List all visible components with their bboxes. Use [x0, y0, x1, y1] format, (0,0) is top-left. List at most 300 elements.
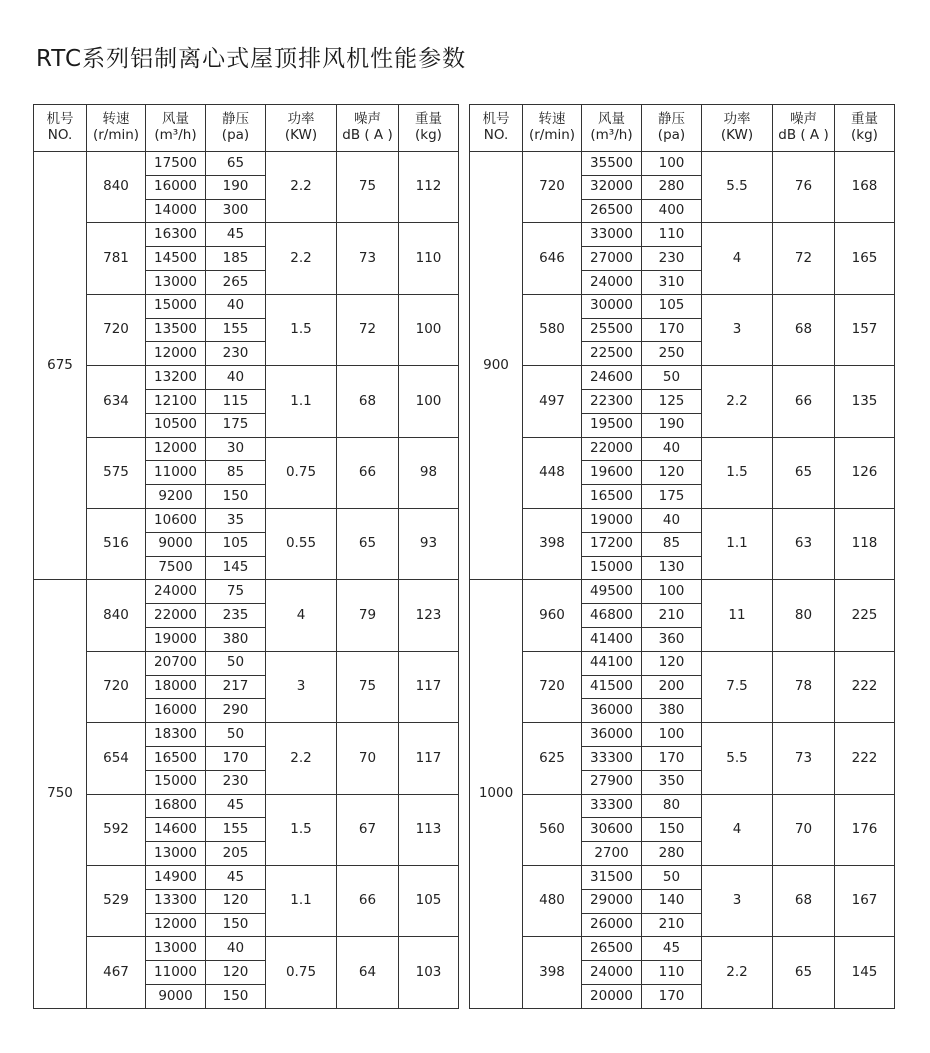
table-row: [34, 366, 459, 390]
noise-cell: 70: [773, 794, 835, 865]
static-pressure-cell: 150: [206, 913, 266, 937]
header-label: 噪声: [354, 111, 381, 128]
header-weight: [835, 105, 895, 152]
header-speed: [523, 105, 582, 152]
machine-no-cell: 1000: [470, 580, 523, 1008]
airflow-cell: 12000: [146, 437, 206, 461]
table-row: [470, 865, 895, 889]
weight-cell: 167: [835, 865, 895, 936]
static-pressure-cell: 190: [642, 413, 702, 437]
speed-cell: 575: [87, 437, 146, 508]
power-cell: 2.2: [266, 723, 337, 794]
weight-cell: 126: [835, 437, 895, 508]
static-pressure-cell: 150: [206, 984, 266, 1008]
power-cell: 1.1: [266, 366, 337, 437]
header-label: (kg): [415, 127, 442, 143]
airflow-cell: 9000: [146, 532, 206, 556]
power-cell: 5.5: [702, 723, 773, 794]
airflow-cell: 22500: [582, 342, 642, 366]
static-pressure-cell: 265: [206, 270, 266, 294]
power-cell: 3: [702, 294, 773, 365]
static-pressure-cell: 140: [642, 889, 702, 913]
noise-cell: 72: [337, 294, 399, 365]
noise-cell: 78: [773, 651, 835, 722]
static-pressure-cell: 40: [206, 366, 266, 390]
airflow-cell: 33300: [582, 746, 642, 770]
header-label: 机号: [482, 111, 510, 128]
static-pressure-cell: 130: [642, 556, 702, 580]
airflow-cell: 15000: [582, 556, 642, 580]
static-pressure-cell: 50: [206, 723, 266, 747]
noise-cell: 65: [773, 437, 835, 508]
header-label: 静压: [222, 111, 249, 128]
static-pressure-cell: 155: [206, 318, 266, 342]
power-cell: 2.2: [266, 152, 337, 223]
weight-cell: 110: [399, 223, 459, 294]
static-pressure-cell: 380: [642, 699, 702, 723]
static-pressure-cell: 45: [206, 223, 266, 247]
weight-cell: 100: [399, 366, 459, 437]
airflow-cell: 19600: [582, 461, 642, 485]
static-pressure-cell: 210: [642, 604, 702, 628]
speed-cell: 646: [523, 223, 582, 294]
header-machine-no: [470, 105, 523, 152]
airflow-cell: 24000: [146, 580, 206, 604]
static-pressure-cell: 230: [642, 247, 702, 271]
static-pressure-cell: 65: [206, 152, 266, 176]
noise-cell: 73: [337, 223, 399, 294]
speed-cell: 720: [87, 294, 146, 365]
airflow-cell: 24600: [582, 366, 642, 390]
power-cell: 3: [702, 865, 773, 936]
airflow-cell: 26500: [582, 199, 642, 223]
airflow-cell: 14900: [146, 865, 206, 889]
power-cell: 0.55: [266, 508, 337, 579]
airflow-cell: 16000: [146, 699, 206, 723]
static-pressure-cell: 400: [642, 199, 702, 223]
static-pressure-cell: 115: [206, 389, 266, 413]
header-label: 转速: [538, 111, 566, 128]
table-row: [34, 651, 459, 675]
speed-cell: 720: [523, 152, 582, 223]
table-row: [34, 580, 459, 604]
static-pressure-cell: 40: [206, 294, 266, 318]
static-pressure-cell: 175: [206, 413, 266, 437]
static-pressure-cell: 280: [642, 842, 702, 866]
power-cell: 1.1: [266, 865, 337, 936]
airflow-cell: 22300: [582, 389, 642, 413]
static-pressure-cell: 120: [642, 461, 702, 485]
weight-cell: 123: [399, 580, 459, 651]
header-label: 转速: [102, 111, 130, 128]
noise-cell: 66: [337, 437, 399, 508]
static-pressure-cell: 35: [206, 508, 266, 532]
airflow-cell: 32000: [582, 175, 642, 199]
weight-cell: 168: [835, 152, 895, 223]
power-cell: 1.5: [266, 794, 337, 865]
static-pressure-cell: 170: [206, 746, 266, 770]
weight-cell: 165: [835, 223, 895, 294]
table-row: [470, 794, 895, 818]
power-cell: 2.2: [266, 223, 337, 294]
airflow-cell: 22000: [582, 437, 642, 461]
weight-cell: 117: [399, 723, 459, 794]
airflow-cell: 13000: [146, 270, 206, 294]
static-pressure-cell: 150: [642, 818, 702, 842]
airflow-cell: 20000: [582, 984, 642, 1008]
airflow-cell: 13000: [146, 842, 206, 866]
static-pressure-cell: 45: [642, 937, 702, 961]
airflow-cell: 36000: [582, 723, 642, 747]
table-row: [34, 794, 459, 818]
header-label: 重量: [851, 111, 878, 128]
airflow-cell: 14500: [146, 247, 206, 271]
static-pressure-cell: 290: [206, 699, 266, 723]
static-pressure-cell: 150: [206, 485, 266, 509]
table-row: [34, 723, 459, 747]
airflow-cell: 24000: [582, 961, 642, 985]
airflow-cell: 15000: [146, 770, 206, 794]
table-row: [470, 294, 895, 318]
header-label: 风量: [598, 111, 625, 128]
noise-cell: 68: [337, 366, 399, 437]
noise-cell: 75: [337, 651, 399, 722]
airflow-cell: 27000: [582, 247, 642, 271]
power-cell: 11: [702, 580, 773, 651]
airflow-cell: 49500: [582, 580, 642, 604]
airflow-cell: 44100: [582, 651, 642, 675]
static-pressure-cell: 250: [642, 342, 702, 366]
table-row: [470, 223, 895, 247]
static-pressure-cell: 110: [642, 223, 702, 247]
noise-cell: 66: [773, 366, 835, 437]
speed-cell: 654: [87, 723, 146, 794]
static-pressure-cell: 105: [642, 294, 702, 318]
header-label: (pa): [221, 127, 250, 143]
airflow-cell: 31500: [582, 865, 642, 889]
header-airflow: [146, 105, 206, 152]
airflow-cell: 27900: [582, 770, 642, 794]
speed-cell: 720: [523, 651, 582, 722]
static-pressure-cell: 310: [642, 270, 702, 294]
table-row: [470, 723, 895, 747]
power-cell: 4: [702, 223, 773, 294]
speed-cell: 448: [523, 437, 582, 508]
header-noise: [337, 105, 399, 152]
static-pressure-cell: 100: [642, 580, 702, 604]
airflow-cell: 26000: [582, 913, 642, 937]
static-pressure-cell: 40: [642, 508, 702, 532]
static-pressure-cell: 300: [206, 199, 266, 223]
power-cell: 1.1: [702, 508, 773, 579]
airflow-cell: 41400: [582, 627, 642, 651]
noise-cell: 63: [773, 508, 835, 579]
header-label: (r/min): [528, 127, 576, 143]
noise-cell: 80: [773, 580, 835, 651]
speed-cell: 634: [87, 366, 146, 437]
static-pressure-cell: 105: [206, 532, 266, 556]
airflow-cell: 10600: [146, 508, 206, 532]
table-row: [470, 937, 895, 961]
static-pressure-cell: 120: [206, 889, 266, 913]
table-row: [34, 508, 459, 532]
static-pressure-cell: 205: [206, 842, 266, 866]
table-row: [34, 223, 459, 247]
speed-cell: 529: [87, 865, 146, 936]
machine-no-cell: 675: [34, 152, 87, 580]
weight-cell: 225: [835, 580, 895, 651]
table-row: [34, 437, 459, 461]
machine-no-cell: 750: [34, 580, 87, 1008]
airflow-cell: 20700: [146, 651, 206, 675]
speed-cell: 781: [87, 223, 146, 294]
airflow-cell: 9000: [146, 984, 206, 1008]
static-pressure-cell: 85: [206, 461, 266, 485]
airflow-cell: 12000: [146, 913, 206, 937]
weight-cell: 112: [399, 152, 459, 223]
header-label: 功率: [723, 111, 751, 128]
header-speed: [87, 105, 146, 152]
noise-cell: 76: [773, 152, 835, 223]
static-pressure-cell: 210: [642, 913, 702, 937]
airflow-cell: 16500: [582, 485, 642, 509]
airflow-cell: 13200: [146, 366, 206, 390]
static-pressure-cell: 380: [206, 627, 266, 651]
airflow-cell: 18300: [146, 723, 206, 747]
header-static-pressure: [206, 105, 266, 152]
header-label: dB ( A ): [342, 127, 393, 143]
header-label: 功率: [287, 111, 315, 128]
airflow-cell: 12000: [146, 342, 206, 366]
static-pressure-cell: 280: [642, 175, 702, 199]
table-row: [470, 508, 895, 532]
header-label: (m³/h): [590, 127, 633, 143]
power-cell: 2.2: [702, 366, 773, 437]
header-label: dB ( A ): [778, 127, 829, 143]
static-pressure-cell: 120: [642, 651, 702, 675]
static-pressure-cell: 235: [206, 604, 266, 628]
static-pressure-cell: 200: [642, 675, 702, 699]
noise-cell: 68: [773, 294, 835, 365]
airflow-cell: 11000: [146, 961, 206, 985]
static-pressure-cell: 50: [206, 651, 266, 675]
power-cell: 1.5: [702, 437, 773, 508]
static-pressure-cell: 170: [642, 746, 702, 770]
header-label: (KW): [284, 127, 318, 143]
header-row: [34, 105, 459, 152]
noise-cell: 66: [337, 865, 399, 936]
static-pressure-cell: 75: [206, 580, 266, 604]
airflow-cell: 25500: [582, 318, 642, 342]
header-label: 风量: [162, 111, 189, 128]
noise-cell: 65: [773, 937, 835, 1008]
static-pressure-cell: 145: [206, 556, 266, 580]
static-pressure-cell: 80: [642, 794, 702, 818]
airflow-cell: 17500: [146, 152, 206, 176]
airflow-cell: 16500: [146, 746, 206, 770]
airflow-cell: 36000: [582, 699, 642, 723]
static-pressure-cell: 230: [206, 770, 266, 794]
airflow-cell: 33000: [582, 223, 642, 247]
header-label: 重量: [415, 111, 442, 128]
weight-cell: 98: [399, 437, 459, 508]
static-pressure-cell: 155: [206, 818, 266, 842]
header-label: NO.: [483, 127, 509, 143]
weight-cell: 117: [399, 651, 459, 722]
power-cell: 4: [266, 580, 337, 651]
header-label: (r/min): [92, 127, 140, 143]
airflow-cell: 19500: [582, 413, 642, 437]
header-label: NO.: [47, 127, 73, 143]
header-label: 机号: [46, 111, 74, 128]
static-pressure-cell: 50: [642, 865, 702, 889]
airflow-cell: 2700: [582, 842, 642, 866]
header-noise: [773, 105, 835, 152]
performance-table-right: [469, 104, 895, 1009]
weight-cell: 176: [835, 794, 895, 865]
header-power: [266, 105, 337, 152]
static-pressure-cell: 85: [642, 532, 702, 556]
airflow-cell: 11000: [146, 461, 206, 485]
airflow-cell: 14000: [146, 199, 206, 223]
static-pressure-cell: 50: [642, 366, 702, 390]
power-cell: 2.2: [702, 937, 773, 1008]
power-cell: 0.75: [266, 437, 337, 508]
speed-cell: 720: [87, 651, 146, 722]
weight-cell: 93: [399, 508, 459, 579]
weight-cell: 113: [399, 794, 459, 865]
airflow-cell: 17200: [582, 532, 642, 556]
header-row: [470, 105, 895, 152]
airflow-cell: 24000: [582, 270, 642, 294]
speed-cell: 840: [87, 152, 146, 223]
static-pressure-cell: 100: [642, 152, 702, 176]
speed-cell: 592: [87, 794, 146, 865]
noise-cell: 75: [337, 152, 399, 223]
power-cell: 5.5: [702, 152, 773, 223]
speed-cell: 960: [523, 580, 582, 651]
static-pressure-cell: 217: [206, 675, 266, 699]
static-pressure-cell: 170: [642, 984, 702, 1008]
noise-cell: 79: [337, 580, 399, 651]
weight-cell: 135: [835, 366, 895, 437]
header-label: 静压: [658, 111, 685, 128]
table-row: [470, 437, 895, 461]
performance-table-left: [33, 104, 459, 1009]
table-row: [470, 580, 895, 604]
static-pressure-cell: 175: [642, 485, 702, 509]
table-row: [34, 937, 459, 961]
static-pressure-cell: 185: [206, 247, 266, 271]
noise-cell: 67: [337, 794, 399, 865]
table-row: [34, 865, 459, 889]
airflow-cell: 9200: [146, 485, 206, 509]
power-cell: 0.75: [266, 937, 337, 1008]
speed-cell: 560: [523, 794, 582, 865]
page-title: RTC系列铝制离心式屋顶排风机性能参数: [36, 46, 467, 72]
power-cell: 4: [702, 794, 773, 865]
header-weight: [399, 105, 459, 152]
power-cell: 1.5: [266, 294, 337, 365]
airflow-cell: 16000: [146, 175, 206, 199]
airflow-cell: 30000: [582, 294, 642, 318]
header-airflow: [582, 105, 642, 152]
machine-no-cell: 900: [470, 152, 523, 580]
speed-cell: 625: [523, 723, 582, 794]
static-pressure-cell: 360: [642, 627, 702, 651]
speed-cell: 480: [523, 865, 582, 936]
static-pressure-cell: 45: [206, 794, 266, 818]
table-row: [470, 152, 895, 176]
weight-cell: 105: [399, 865, 459, 936]
header-static-pressure: [642, 105, 702, 152]
weight-cell: 157: [835, 294, 895, 365]
airflow-cell: 29000: [582, 889, 642, 913]
table-row: [34, 294, 459, 318]
speed-cell: 840: [87, 580, 146, 651]
header-machine-no: [34, 105, 87, 152]
weight-cell: 118: [835, 508, 895, 579]
speed-cell: 516: [87, 508, 146, 579]
static-pressure-cell: 125: [642, 389, 702, 413]
speed-cell: 497: [523, 366, 582, 437]
speed-cell: 398: [523, 937, 582, 1008]
noise-cell: 72: [773, 223, 835, 294]
weight-cell: 222: [835, 651, 895, 722]
static-pressure-cell: 170: [642, 318, 702, 342]
airflow-cell: 14600: [146, 818, 206, 842]
static-pressure-cell: 100: [642, 723, 702, 747]
static-pressure-cell: 40: [206, 937, 266, 961]
static-pressure-cell: 350: [642, 770, 702, 794]
airflow-cell: 16800: [146, 794, 206, 818]
airflow-cell: 35500: [582, 152, 642, 176]
airflow-cell: 22000: [146, 604, 206, 628]
airflow-cell: 13500: [146, 318, 206, 342]
weight-cell: 222: [835, 723, 895, 794]
header-label: (kg): [851, 127, 878, 143]
header-label: 噪声: [790, 111, 817, 128]
weight-cell: 103: [399, 937, 459, 1008]
airflow-cell: 30600: [582, 818, 642, 842]
airflow-cell: 33300: [582, 794, 642, 818]
table-row: [34, 152, 459, 176]
airflow-cell: 12100: [146, 389, 206, 413]
noise-cell: 70: [337, 723, 399, 794]
airflow-cell: 46800: [582, 604, 642, 628]
airflow-cell: 19000: [582, 508, 642, 532]
noise-cell: 64: [337, 937, 399, 1008]
airflow-cell: 10500: [146, 413, 206, 437]
airflow-cell: 13000: [146, 937, 206, 961]
table-row: [470, 651, 895, 675]
speed-cell: 467: [87, 937, 146, 1008]
airflow-cell: 41500: [582, 675, 642, 699]
airflow-cell: 19000: [146, 627, 206, 651]
noise-cell: 73: [773, 723, 835, 794]
airflow-cell: 18000: [146, 675, 206, 699]
static-pressure-cell: 110: [642, 961, 702, 985]
static-pressure-cell: 30: [206, 437, 266, 461]
header-label: (m³/h): [154, 127, 197, 143]
airflow-cell: 15000: [146, 294, 206, 318]
noise-cell: 68: [773, 865, 835, 936]
header-power: [702, 105, 773, 152]
power-cell: 7.5: [702, 651, 773, 722]
table-row: [470, 366, 895, 390]
weight-cell: 100: [399, 294, 459, 365]
speed-cell: 398: [523, 508, 582, 579]
